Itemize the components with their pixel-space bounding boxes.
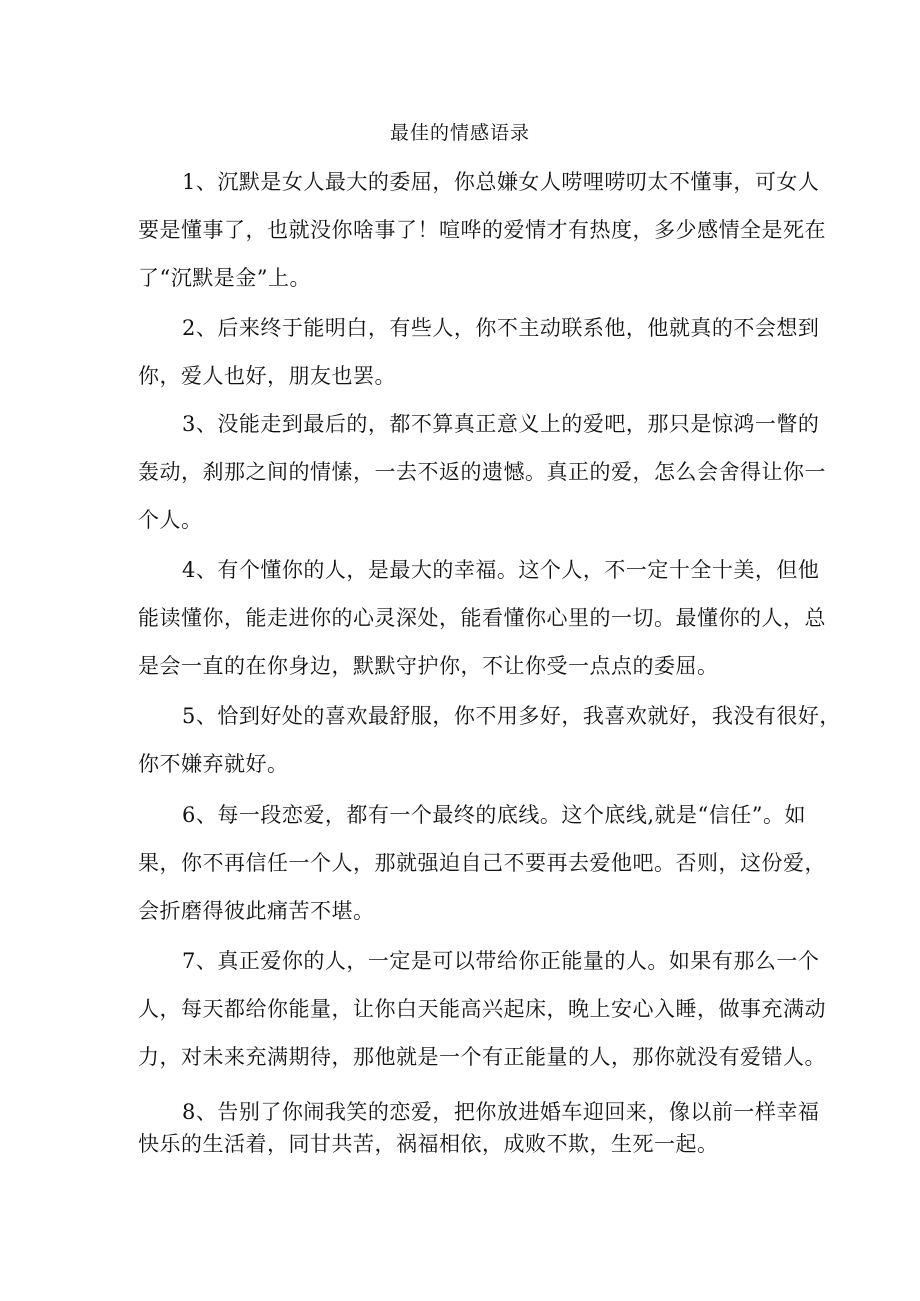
- paragraph-line: 轰动，刹那之间的情愫，一去不返的遗憾。真正的爱，怎么会舍得让你一: [138, 460, 826, 484]
- paragraph-line: 5、恰到好处的喜欢最舒服，你不用多好，我喜欢就好，我没有很好，: [182, 704, 841, 728]
- paragraph-6: [138, 791, 826, 935]
- paragraph-4: [138, 546, 826, 690]
- paragraph-line: 要是懂事了，也就没你啥事了！喧哗的爱情才有热度，多少感情全是死在: [138, 218, 826, 242]
- page-title: 最佳的情感语录: [389, 122, 530, 144]
- paragraph-line: 个人。: [138, 508, 203, 532]
- paragraph-8: [138, 1096, 820, 1160]
- paragraph-line: 了“沉默是金”上。: [138, 266, 311, 290]
- paragraph-line: 3、没能走到最后的，都不算真正意义上的爱吧，那只是惊鸿一瞥的: [182, 412, 820, 436]
- paragraph-line: 是会一直的在你身边，默默守护你，不让你受一点点的委屈。: [138, 654, 719, 678]
- paragraph-line: 快乐的生活着，同甘共苦，祸福相依，成败不欺，生死一起。: [138, 1132, 719, 1156]
- paragraph-line: 会折磨得彼此痛苦不堪。: [138, 899, 375, 923]
- paragraph-line: 6、每一段恋爱，都有一个最终的底线。这个底线,就是“信任”。如: [182, 803, 807, 827]
- paragraph-line: 你，爱人也好，朋友也罢。: [138, 364, 396, 388]
- paragraph-line: 力，对未来充满期待，那他就是一个有正能量的人，那你就没有爱错人。: [138, 1045, 826, 1069]
- paragraph-line: 能读懂你，能走进你的心灵深处，能看懂你心里的一切。最懂你的人，总: [138, 606, 826, 630]
- paragraph-line: 8、告别了你闹我笑的恋爱，把你放进婚车迎回来，像以前一样幸福: [182, 1100, 820, 1124]
- paragraph-5: [138, 692, 841, 788]
- paragraph-line: 你不嫌弃就好。: [138, 752, 289, 776]
- paragraph-2: [138, 304, 820, 400]
- paragraph-3: [138, 400, 826, 544]
- paragraph-1: [138, 158, 826, 302]
- paragraph-line: 1、沉默是女人最大的委屈，你总嫌女人唠哩唠叨太不懂事，可女人: [182, 170, 820, 194]
- paragraph-line: 4、有个懂你的人，是最大的幸福。这个人，不一定十全十美，但他: [182, 558, 820, 582]
- paragraph-line: 人，每天都给你能量，让你白天能高兴起床，晚上安心入睡，做事充满动: [138, 997, 826, 1021]
- paragraph-line: 2、后来终于能明白，有些人，你不主动联系他，他就真的不会想到: [182, 316, 820, 340]
- paragraph-line: 果，你不再信任一个人，那就强迫自己不要再去爱他吧。否则，这份爱，: [138, 851, 826, 875]
- paragraph-7: [138, 937, 826, 1081]
- paragraph-line: 7、真正爱你的人，一定是可以带给你正能量的人。如果有那么一个: [182, 949, 820, 973]
